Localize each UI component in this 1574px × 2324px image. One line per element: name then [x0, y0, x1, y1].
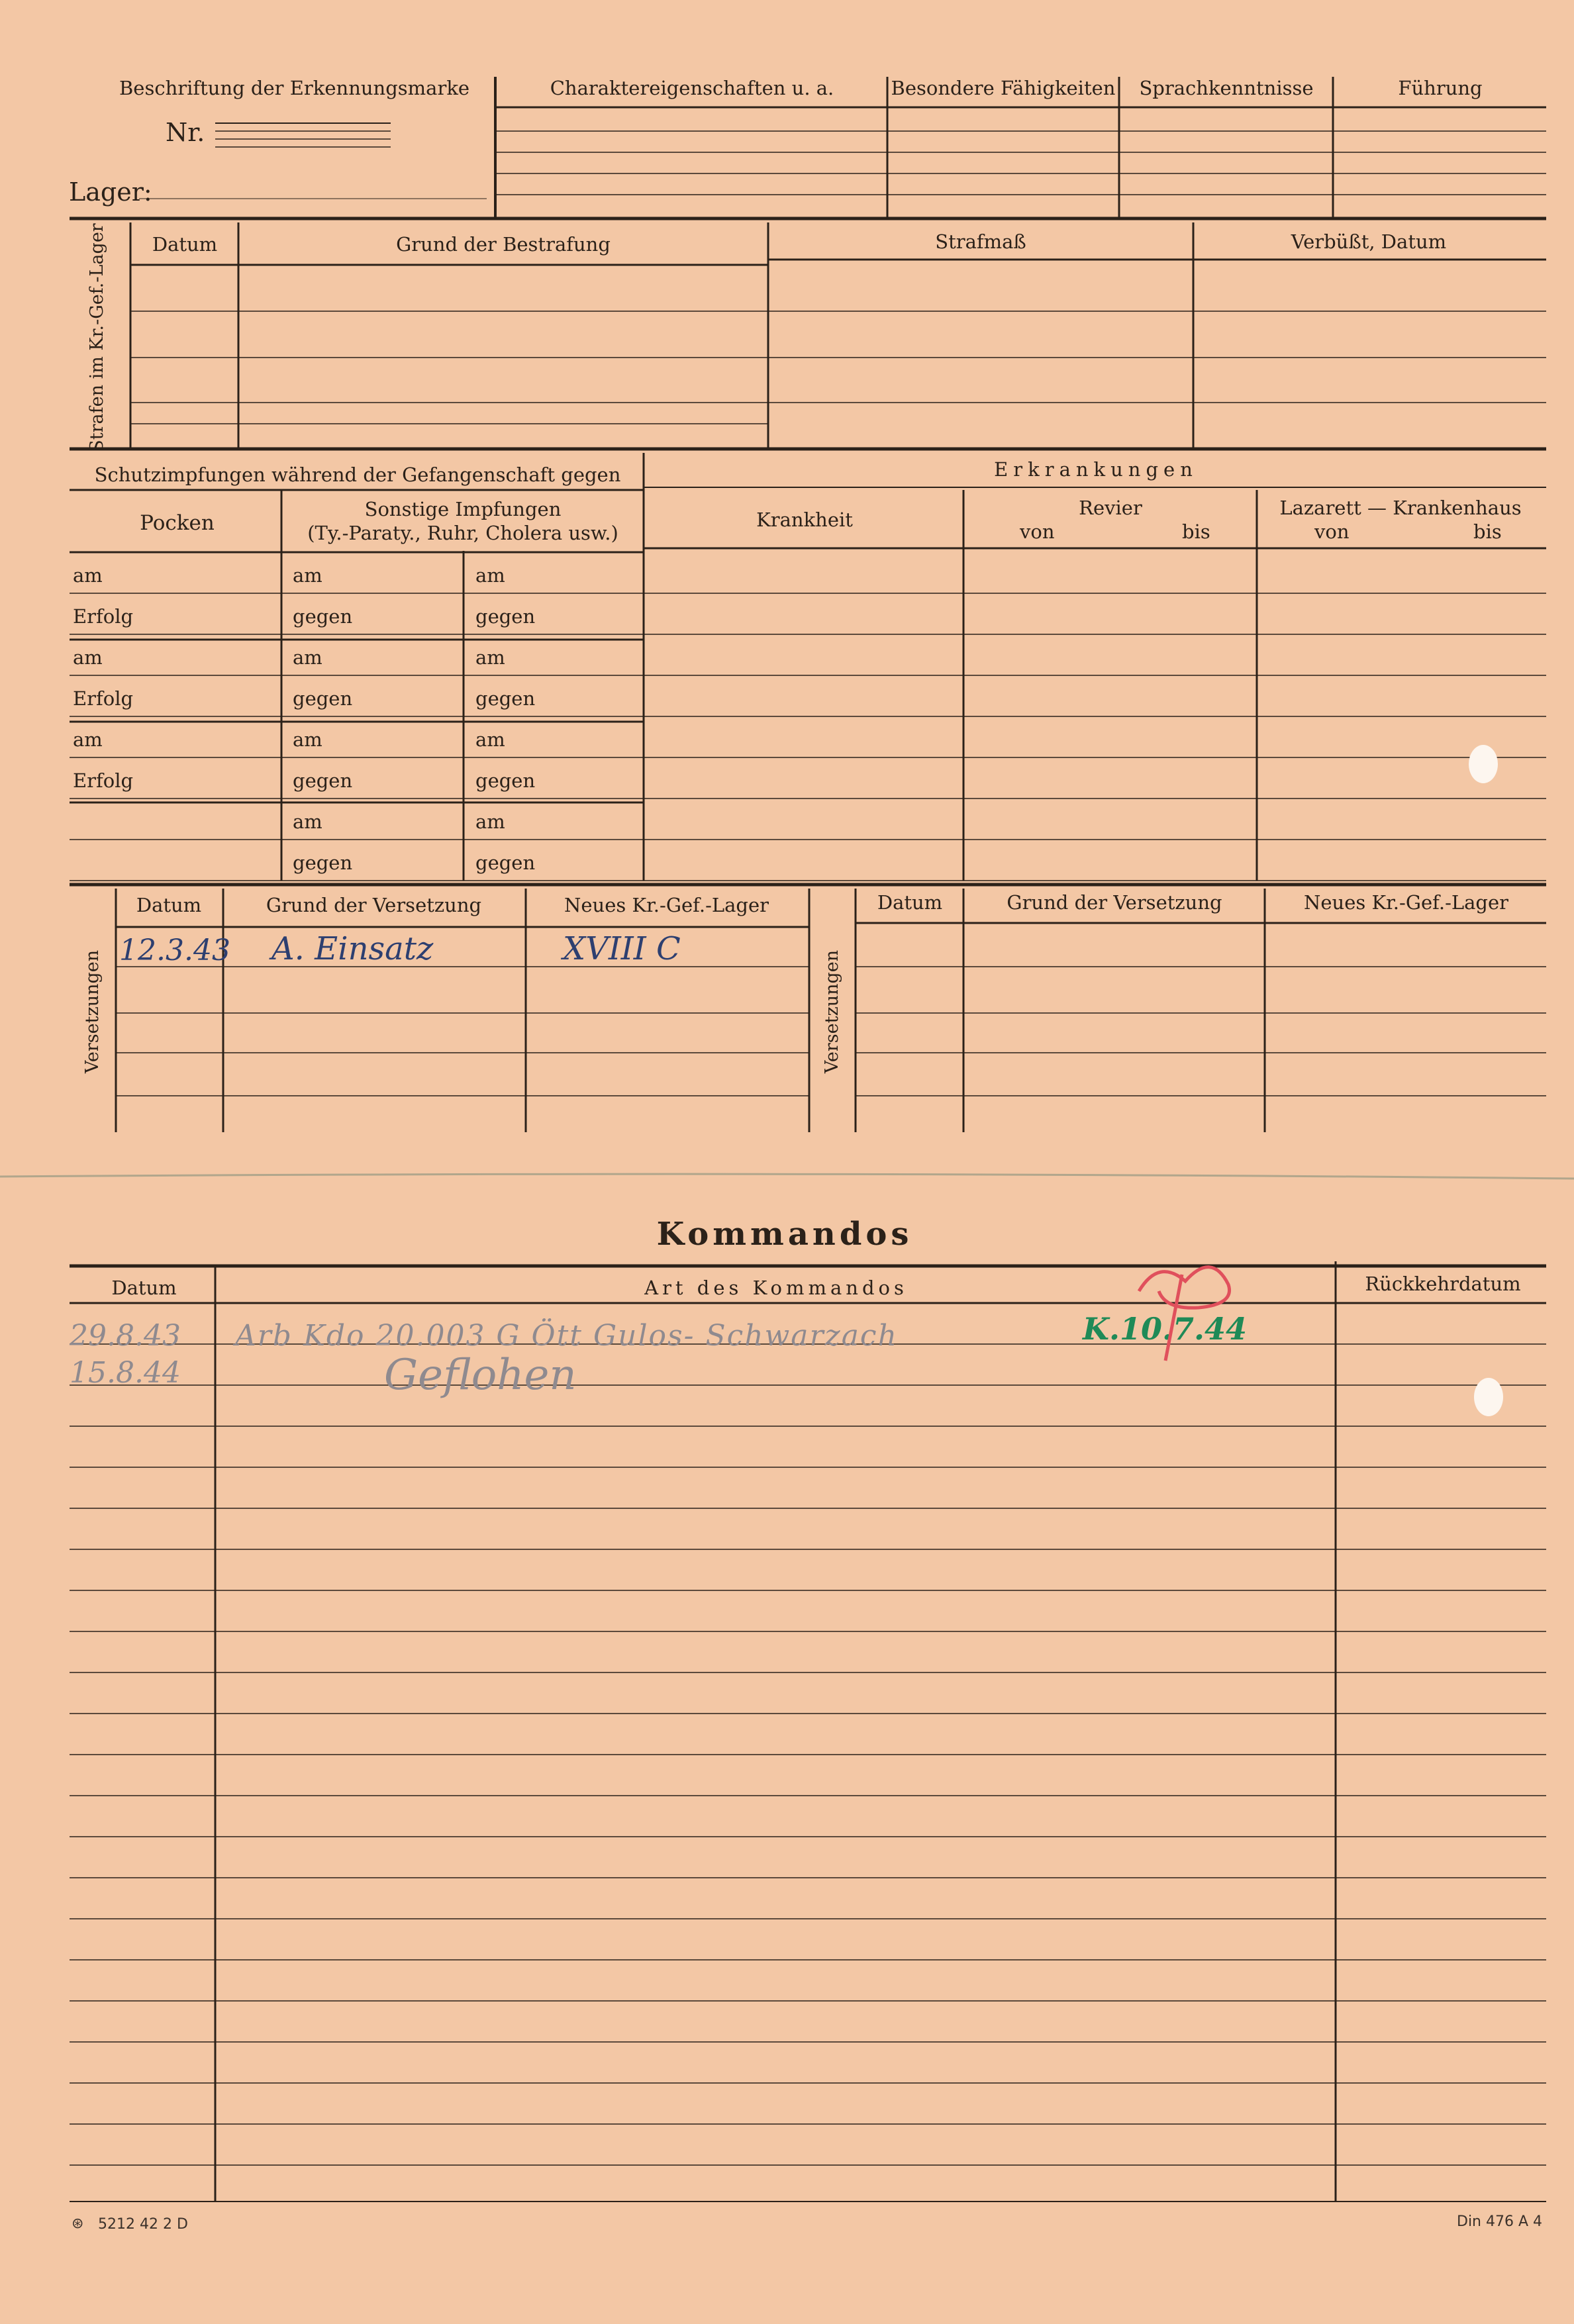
vaccination-cell-label: am — [293, 728, 322, 751]
revier-bis: bis — [1182, 520, 1210, 543]
punch-hole-upper — [1469, 745, 1498, 783]
header-abilities: Besondere Fähigkeiten — [891, 77, 1116, 99]
transfer-right-date-header: Datum — [877, 891, 943, 914]
revier-von: von — [1020, 520, 1055, 543]
illness-title: Erkrankungen — [994, 458, 1198, 481]
vaccination-cell-label: gegen — [293, 605, 353, 628]
header-illness: Krankheit — [756, 508, 853, 531]
vaccination-cell-label: am — [475, 646, 505, 669]
kommando-return-header: Rückkehrdatum — [1365, 1273, 1521, 1295]
kommandos-title: Kommandos — [656, 1216, 913, 1253]
kommando-entry-1-return: K.10.7.44 — [1083, 1311, 1248, 1347]
vaccination-cell-label: Erfolg — [73, 605, 134, 628]
vaccination-cell-label: am — [73, 646, 103, 669]
transfer-left-camp-header: Neues Kr.-Gef.-Lager — [564, 894, 769, 916]
din-format: Din 476 A 4 — [1457, 2213, 1543, 2230]
header-revier: Revier — [1079, 497, 1142, 519]
punch-hole-lower — [1474, 1378, 1503, 1416]
nr-label: Nr. — [166, 118, 205, 147]
transfer-left-reason-header: Grund der Versetzung — [266, 894, 482, 916]
vaccination-cell-label: am — [73, 564, 103, 587]
punishments-side-label: Strafen im Kr.-Gef.-Lager — [86, 223, 107, 452]
transfer-entry-camp: XVIII C — [563, 930, 681, 967]
transfer-right-reason-header: Grund der Versetzung — [1007, 891, 1222, 914]
vaccination-cell-label: gegen — [475, 687, 536, 710]
header-punish-date: Datum — [152, 233, 218, 256]
transfer-entry-reason: A. Einsatz — [271, 930, 434, 967]
card-fold — [0, 1174, 1574, 1179]
transfer-right-camp-header: Neues Kr.-Gef.-Lager — [1303, 891, 1509, 914]
kommando-entry-1-date: 29.8.43 — [70, 1319, 181, 1353]
vaccination-cell-label: gegen — [293, 769, 353, 792]
header-punish-reason: Grund der Bestrafung — [396, 233, 611, 256]
tag-header: Beschriftung der Erkennungsmarke — [119, 77, 470, 99]
vaccination-cell-label: am — [293, 646, 322, 669]
header-lazarett: Lazarett — Krankenhaus — [1279, 497, 1522, 519]
vaccination-cell-label: gegen — [293, 687, 353, 710]
vaccination-cell-label: am — [475, 564, 505, 587]
red-check-mark — [1119, 1245, 1245, 1371]
lazarett-bis: bis — [1473, 520, 1502, 543]
vaccination-cell-label: gegen — [475, 769, 536, 792]
vaccination-cell-label: Erfolg — [73, 687, 134, 710]
vaccinations-title: Schutzimpfungen während der Gefangenschaft gegen — [94, 463, 621, 486]
header-other-vaccines: Sonstige Impfungen — [364, 498, 562, 520]
kommando-entry-2-date: 15.8.44 — [70, 1356, 181, 1390]
transfer-left-date-header: Datum — [136, 894, 202, 916]
vaccination-cell-label: am — [293, 564, 322, 587]
header-other-vaccines-sub: (Ty.-Paraty., Ruhr, Cholera usw.) — [307, 522, 618, 544]
header-character: Charaktereigenschaften u. a. — [550, 77, 834, 99]
vaccination-cell-label: am — [293, 810, 322, 833]
vaccination-cell-label: am — [73, 728, 103, 751]
transfers-side-label-right: Versetzungen — [821, 949, 842, 1074]
header-punish-served: Verbüßt, Datum — [1291, 230, 1447, 253]
transfers-side-label-left: Versetzungen — [81, 949, 103, 1074]
header-languages: Sprachkenntnisse — [1139, 77, 1314, 99]
vaccination-cell-label: gegen — [293, 851, 353, 874]
print-code: 5212 42 2 D — [98, 2216, 188, 2233]
lazarett-von: von — [1314, 520, 1350, 543]
vaccination-cell-label: gegen — [475, 851, 536, 874]
kommando-type-header: Art des Kommandos — [644, 1277, 908, 1299]
header-punish-measure: Strafmaß — [935, 230, 1026, 253]
header-conduct: Führung — [1398, 77, 1483, 99]
print-mark-icon: ⊛ — [72, 2215, 84, 2232]
vaccination-cell-label: am — [475, 810, 505, 833]
transfer-entry-date: 12.3.43 — [119, 934, 230, 967]
vaccination-cell-label: am — [475, 728, 505, 751]
vaccination-cell-label: Erfolg — [73, 769, 134, 792]
kommando-entry-2-text: Geflohen — [384, 1351, 577, 1400]
kommando-entry-1-text: Arb Kdo 20.003 G Ött Gulos- Schwarzach — [235, 1319, 898, 1353]
kommando-date-header: Datum — [111, 1277, 177, 1299]
vaccination-cell-label: gegen — [475, 605, 536, 628]
header-pocken: Pocken — [140, 511, 215, 535]
lager-label: Lager: — [69, 177, 152, 207]
